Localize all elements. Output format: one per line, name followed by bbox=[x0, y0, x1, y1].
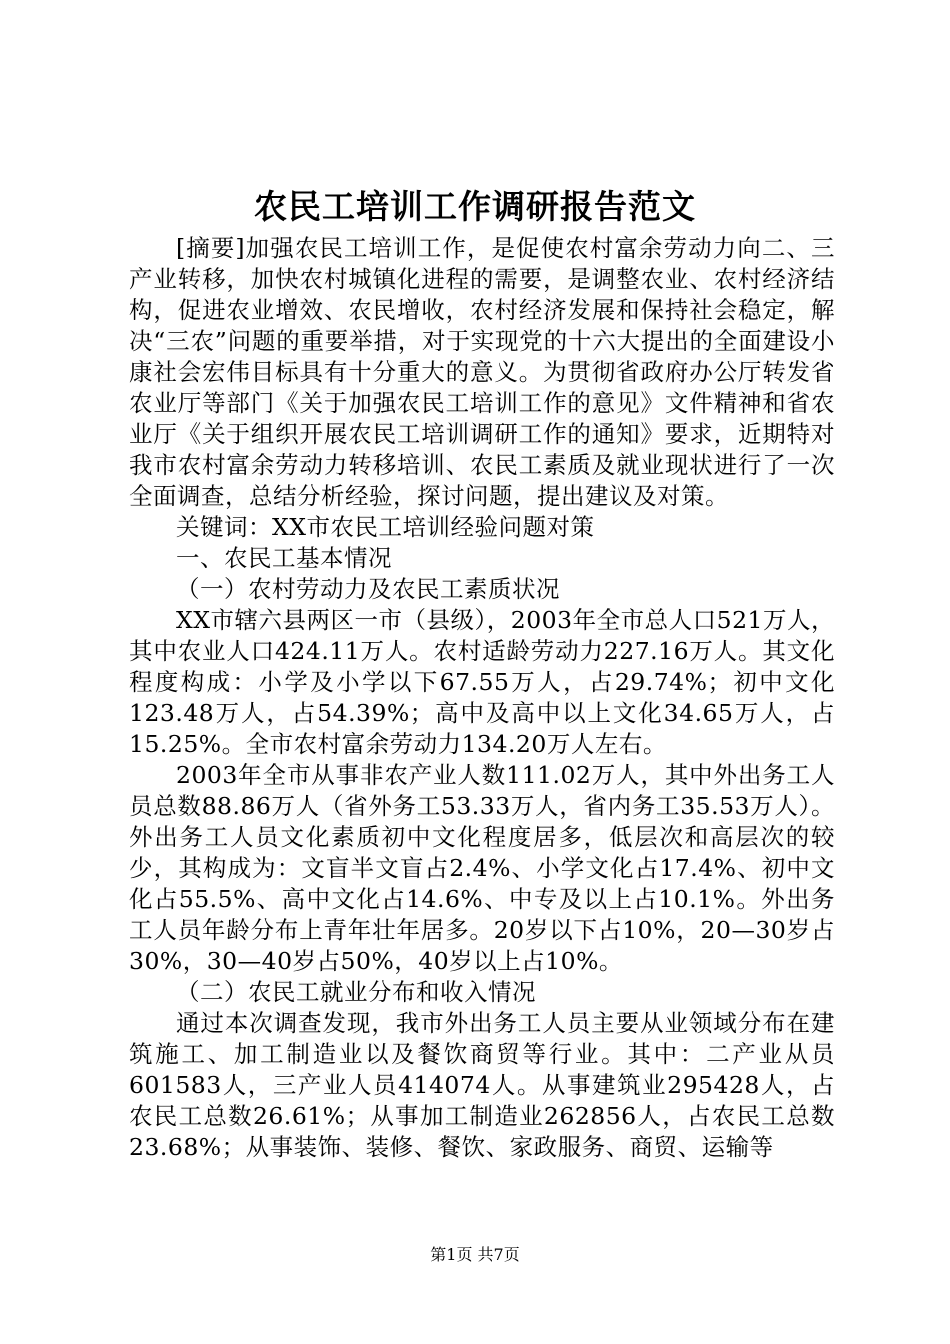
keywords-paragraph: 关键词：XX市农民工培训经验问题对策 bbox=[176, 513, 595, 541]
subsection-heading: （一）农村劳动力及农民工素质状况 bbox=[176, 575, 560, 603]
body-paragraph: 通过本次调查发现，我市外出务工人员主要从业领域分布在建筑施工、加工制造业以及餐饮商贸等行业。其中：二产业从员601583人，三产业人员414074人。从事建筑业295428人，占农民工总数26.61%；从事加工制造业262856人，占农民工总数23.68%；从事装饰、装修、餐饮、家政服务、商贸、运输等 bbox=[129, 1009, 835, 1161]
body-paragraph: XX市辖六县两区一市（县级），2003年全市总人口521万人，其中农业人口424.11万人。农村适龄劳动力227.16万人。其文化程度构成：小学及小学以下67.55万人，占29.74%；初中文化123.48万人，占54.39%；高中及高中以上文化34.65万人，占15.25%。全市农村富余劳动力134.20万人左右。 bbox=[129, 606, 835, 758]
page-footer: 第1页 共7页 bbox=[430, 1245, 520, 1264]
document-body bbox=[129, 233, 835, 1163]
abstract-paragraph: [摘要]加强农民工培训工作，是促使农村富余劳动力向二、三产业转移，加快农村城镇化进程的需要，是调整农业、农村经济结构，促进农业增效、农民增收，农村经济发展和保持社会稳定，解决“三农”问题的重要举措，对于实现党的十六大提出的全面建设小康社会宏伟目标具有十分重大的意义。为贯彻省政府办公厅转发省农业厅等部门《关于加强农民工培训工作的意见》文件精神和省农业厅《关于组织开展农民工培训调研工作的通知》要求，近期特对我市农村富余劳动力转移培训、农民工素质及就业现状进行了一次全面调查，总结分析经验，探讨问题，提出建议及对策。 bbox=[129, 234, 835, 510]
body-paragraph: 2003年全市从事非农产业人数111.02万人，其中外出务工人员总数88.86万人（省外务工53.33万人，省内务工35.53万人）。外出务工人员文化素质初中文化程度居多，低层次和高层次的较少，其构成为：文盲半文盲占2.4%、小学文化占17.4%、初中文化占55.5%、高中文化占14.6%、中专及以上占10.1%。外出务工人员年龄分布上青年壮年居多。20岁以下占10%，20—30岁占30%，30—40岁占50%，40岁以上占10%。 bbox=[129, 761, 835, 975]
section-heading: 一、农民工基本情况 bbox=[176, 544, 392, 572]
document-title: 农民工培训工作调研报告范文 bbox=[254, 187, 696, 226]
subsection-heading: （二）农民工就业分布和收入情况 bbox=[176, 978, 536, 1006]
